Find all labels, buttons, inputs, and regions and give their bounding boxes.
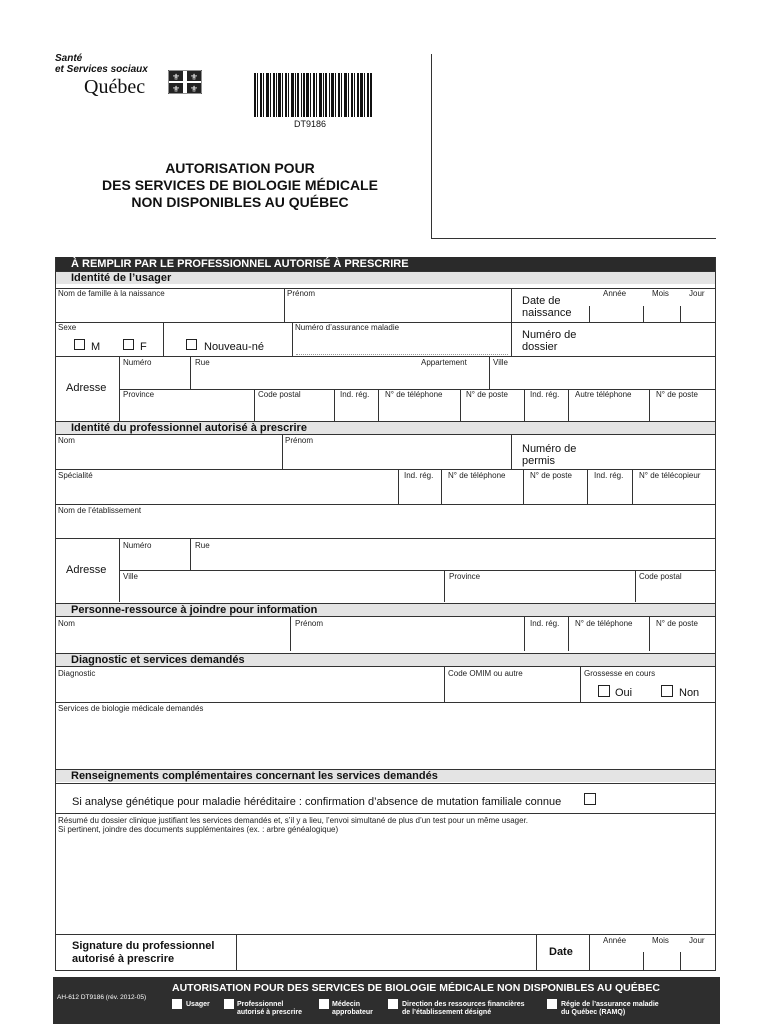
label-date-signature: Date <box>549 946 573 958</box>
label-ind-reg-usager: Ind. rég. <box>340 390 370 399</box>
label-grossesse-oui: Oui <box>615 687 633 699</box>
label-diagnostic: Diagnostic <box>58 669 96 678</box>
form-frame-left <box>55 257 56 971</box>
label-numero-professionnel: Numéro <box>123 541 152 550</box>
footer-copy-professionnel-line1: Professionnel <box>237 1001 284 1008</box>
barcode-code: DT9186 <box>294 119 327 129</box>
divider <box>680 306 681 322</box>
label-numero-dossier-text: Numéro de dossier <box>522 329 577 353</box>
label-ind-reg-professionnel: Ind. rég. <box>404 471 434 480</box>
footer-copy-usager-line1: Usager <box>186 1001 210 1008</box>
input-ville-professionnel[interactable] <box>122 582 714 600</box>
svg-text:⚜: ⚜ <box>171 73 181 83</box>
label-date-naissance-text: Date de naissance <box>522 295 572 319</box>
footer-copy-direction-line2: de l’établissement désigné <box>402 1009 492 1016</box>
footer-copy-professionnel-box <box>224 999 234 1009</box>
label-numero-usager: Numéro <box>123 358 152 367</box>
input-prenom-professionnel[interactable] <box>284 446 509 467</box>
form-title-line1: AUTORISATION POUR <box>165 160 315 176</box>
label-numero-permis <box>522 443 582 467</box>
main-section-header-text: À REMPLIR PAR LE PROFESSIONNEL AUTORISÉ À PRESCRIRE <box>71 258 409 270</box>
input-date-naissance[interactable] <box>590 298 714 320</box>
checkbox-grossesse-oui[interactable] <box>598 685 610 697</box>
footer-copy-ramq-box <box>547 999 557 1009</box>
label-telephone-ressource: N° de téléphone <box>575 619 633 628</box>
label-rue-usager: Rue <box>195 358 210 367</box>
divider <box>536 934 537 970</box>
input-prenom-usager[interactable] <box>286 298 510 320</box>
divider <box>119 570 716 571</box>
form-title-line3: NON DISPONIBLES AU QUÉBEC <box>131 194 349 210</box>
label-ville-usager: Ville <box>493 358 508 367</box>
label-analyse-genetique: Si analyse génétique pour maladie héréditaire : confirmation d’absence de mutation familiale connue <box>72 796 562 808</box>
divider <box>589 934 590 970</box>
footer-copy-usager-box <box>172 999 182 1009</box>
label-numero-dossier <box>522 329 582 353</box>
label-telephone-usager: N° de téléphone <box>385 390 443 399</box>
label-poste-professionnel: N° de poste <box>530 471 572 480</box>
section-usager: Identité de l’usager <box>55 271 716 284</box>
label-sexe-f: F <box>140 341 147 353</box>
input-nam[interactable] <box>296 334 508 355</box>
checkbox-sexe-m[interactable] <box>74 339 85 350</box>
label-ind-reg-usager-2: Ind. rég. <box>530 390 560 399</box>
input-nom-professionnel[interactable] <box>56 446 280 467</box>
input-signature[interactable] <box>238 936 534 968</box>
label-ville-professionnel: Ville <box>123 572 138 581</box>
footer-copy-professionnel <box>237 1001 302 1017</box>
label-poste-usager: N° de poste <box>466 390 508 399</box>
label-grossesse-non: Non <box>679 687 700 699</box>
label-nom-professionnel: Nom <box>58 436 75 445</box>
ministry-name-line1: Santé <box>55 53 83 64</box>
divider <box>398 469 399 504</box>
divider <box>511 288 512 322</box>
label-poste-usager-2: N° de poste <box>656 390 698 399</box>
footer-copy-ramq-line1: Régie de l’assurance maladie <box>561 1001 659 1008</box>
divider <box>511 434 512 469</box>
label-sexe: Sexe <box>58 323 77 332</box>
divider <box>511 322 512 356</box>
reserved-box-left-border <box>431 54 432 239</box>
divider <box>55 469 716 470</box>
footer-title: AUTORISATION POUR DES SERVICES DE BIOLOGIE MÉDICALE NON DISPONIBLES AU QUÉBEC <box>172 982 660 994</box>
input-resume-dossier[interactable] <box>56 836 714 932</box>
label-date-naissance <box>522 295 582 319</box>
svg-text:⚜: ⚜ <box>171 85 181 94</box>
divider <box>55 504 716 505</box>
input-adresse-usager[interactable] <box>122 368 714 387</box>
label-prenom-ressource: Prénom <box>295 619 324 628</box>
divider <box>282 434 283 469</box>
divider <box>55 813 716 814</box>
footer-copy-medecin-line2: approbateur <box>332 1009 373 1016</box>
input-services-demandes[interactable] <box>56 714 714 766</box>
label-appartement: Appartement <box>421 358 467 367</box>
section-professionnel: Identité du professionnel autorisé à prescrire <box>55 421 716 434</box>
input-specialite[interactable] <box>56 480 396 502</box>
input-coordonnees-professionnel[interactable] <box>400 481 714 502</box>
input-numero-permis[interactable] <box>590 438 714 467</box>
input-code-omim[interactable] <box>446 679 578 700</box>
checkbox-sexe-f[interactable] <box>123 339 134 350</box>
label-signature <box>72 940 214 966</box>
form-title-line2: DES SERVICES DE BIOLOGIE MÉDICALE <box>102 177 378 193</box>
label-prenom-professionnel: Prénom <box>285 436 314 445</box>
label-grossesse: Grossesse en cours <box>584 669 656 678</box>
footer-form-code: AH-612 DT9186 (rév. 2012-05) <box>57 994 147 1001</box>
label-telephone-professionnel: N° de téléphone <box>448 471 506 480</box>
input-nom-famille[interactable] <box>56 298 282 320</box>
label-etablissement: Nom de l’établissement <box>58 506 142 515</box>
label-sexe-m: M <box>91 341 101 353</box>
section-diagnostic: Diagnostic et services demandés <box>55 653 716 666</box>
label-adresse-usager: Adresse <box>66 382 107 394</box>
label-specialite: Spécialité <box>58 471 93 480</box>
input-rue-professionnel[interactable] <box>122 550 714 568</box>
svg-text:⚜: ⚜ <box>189 85 199 94</box>
label-ind-reg-ressource: Ind. rég. <box>530 619 560 628</box>
footer-copy-professionnel-line2: autorisé à prescrire <box>237 1009 302 1016</box>
label-rue-professionnel: Rue <box>195 541 210 550</box>
ministry-name-line2: et Services sociaux <box>55 64 148 75</box>
footer-copy-medecin-box <box>319 999 329 1009</box>
label-services-demandes: Services de biologie médicale demandés <box>58 704 204 713</box>
label-nom-famille: Nom de famille à la naissance <box>58 289 165 298</box>
input-numero-dossier[interactable] <box>590 326 714 354</box>
divider <box>292 322 293 356</box>
checkbox-grossesse-non[interactable] <box>661 685 673 697</box>
divider <box>55 538 716 539</box>
divider <box>55 970 716 971</box>
divider <box>55 616 716 617</box>
label-prenom-usager: Prénom <box>287 289 316 298</box>
label-code-omim: Code OMIM ou autre <box>448 669 523 678</box>
input-date-signature[interactable] <box>591 947 714 968</box>
footer-copy-usager <box>186 1001 210 1009</box>
footer-copy-direction <box>402 1001 525 1017</box>
footer-copy-direction-line1: Direction des ressources financières <box>402 1001 525 1008</box>
divider <box>444 666 445 702</box>
reserved-box-bottom-border <box>431 238 716 239</box>
divider <box>55 356 716 357</box>
section-ressource: Personne-ressource à joindre pour information <box>55 603 716 616</box>
form-frame-right <box>715 257 716 971</box>
divider <box>55 934 716 935</box>
label-nouveau-ne: Nouveau-né <box>204 341 264 353</box>
label-signature-line2: autorisé à prescrire <box>72 953 175 965</box>
divider <box>55 783 716 784</box>
divider <box>163 322 164 356</box>
divider <box>55 702 716 703</box>
label-nom-ressource: Nom <box>58 619 75 628</box>
input-diagnostic[interactable] <box>56 679 442 700</box>
quebec-flag-icon <box>168 70 202 94</box>
label-autre-telephone: Autre téléphone <box>575 390 632 399</box>
label-nam: Numéro d’assurance maladie <box>295 323 400 332</box>
divider <box>55 666 716 667</box>
label-mois-signature: Mois <box>652 936 669 945</box>
divider <box>55 434 716 435</box>
divider <box>589 306 590 322</box>
label-resume-line1: Résumé du dossier clinique justifiant les services demandés et, s’il y a lieu, l’envoi simultané de plus d’un test pour un même usager. <box>58 816 529 825</box>
svg-text:⚜: ⚜ <box>189 73 199 83</box>
barcode <box>254 73 372 117</box>
checkbox-nouveau-ne[interactable] <box>186 339 197 350</box>
label-annee-signature: Année <box>603 936 627 945</box>
label-signature-line1: Signature du professionnel <box>72 940 215 952</box>
divider <box>284 288 285 322</box>
footer-copy-medecin-line1: Médecin <box>332 1001 361 1008</box>
label-numero-permis-text: Numéro de permis <box>522 443 577 467</box>
footer-copy-ramq-line2: du Québec (RAMQ) <box>561 1009 626 1016</box>
divider <box>236 934 237 970</box>
footer-copy-medecin <box>332 1001 373 1017</box>
checkbox-absence-mutation[interactable] <box>584 793 596 805</box>
label-code-postal-usager: Code postal <box>258 390 301 399</box>
label-resume-line2: Si pertinent, joindre des documents supplémentaires (ex. : arbre généalogique) <box>58 825 339 834</box>
label-province-usager: Province <box>123 390 155 399</box>
footer-copy-direction-box <box>388 999 398 1009</box>
input-etablissement[interactable] <box>56 516 714 536</box>
label-jour-signature: Jour <box>689 936 705 945</box>
input-ressource[interactable] <box>56 629 714 649</box>
label-poste-ressource: N° de poste <box>656 619 698 628</box>
label-ind-reg-telecopieur: Ind. rég. <box>594 471 624 480</box>
label-jour: Jour <box>689 289 705 298</box>
label-mois: Mois <box>652 289 669 298</box>
footer-copy-ramq <box>561 1001 659 1017</box>
label-telecopieur: N° de télécopieur <box>639 471 701 480</box>
label-province-professionnel: Province <box>449 572 481 581</box>
divider <box>643 306 644 322</box>
input-coordonnees-usager[interactable] <box>122 400 714 420</box>
quebec-wordmark: Québec <box>84 76 146 98</box>
label-adresse-professionnel: Adresse <box>66 564 107 576</box>
main-section-header <box>55 257 716 271</box>
divider <box>580 666 581 702</box>
section-complementaires: Renseignements complémentaires concernant les services demandés <box>55 769 716 782</box>
label-annee: Année <box>603 289 627 298</box>
label-code-postal-professionnel: Code postal <box>639 572 682 581</box>
